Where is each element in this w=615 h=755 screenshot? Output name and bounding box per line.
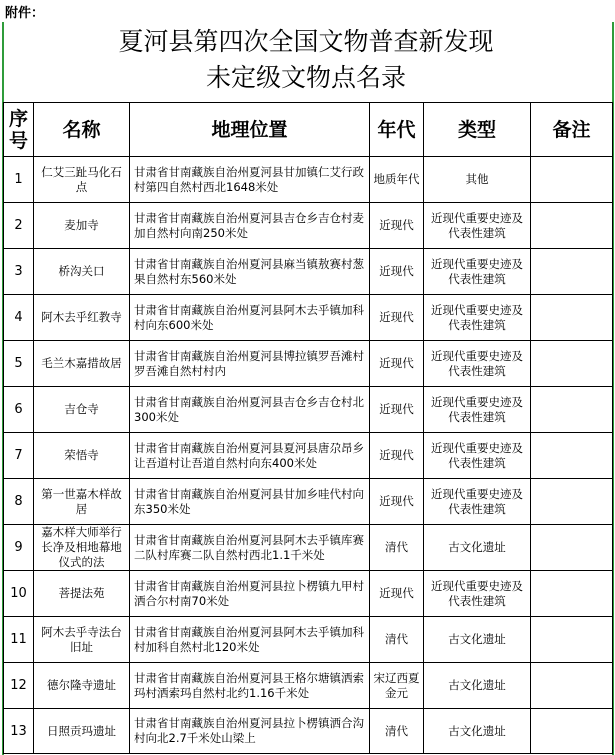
cell-era: 近现代: [370, 479, 424, 525]
cell-era: 近现代: [370, 433, 424, 479]
cell-no: 1: [4, 157, 34, 203]
cell-note: [531, 341, 613, 387]
cell-type: 近现代重要史迹及代表性建筑: [424, 203, 531, 249]
cell-type: 古文化遗址: [424, 617, 531, 663]
cell-no: 3: [4, 249, 34, 295]
cell-era: 宋辽西夏金元: [370, 663, 424, 709]
cell-note: [531, 203, 613, 249]
cell-note: [531, 479, 613, 525]
cell-name: 毛兰木嘉措故居: [34, 341, 130, 387]
table-row: [4, 249, 613, 295]
cell-note: [531, 157, 613, 203]
title-line-1: 夏河县第四次全国文物普查新发现: [118, 27, 494, 56]
cell-no: 4: [4, 295, 34, 341]
cell-note: [531, 249, 613, 295]
cell-name: 荣悟寺: [34, 433, 130, 479]
table-row: [4, 295, 613, 341]
cell-name: 日照贡玛遗址: [34, 709, 130, 754]
cell-no: 13: [4, 709, 34, 754]
cell-location: 甘肃省甘南藏族自治州夏河县拉卜楞镇洒合沟村向北2.7千米处山梁上: [130, 709, 370, 754]
cell-name: 德尔隆寺遗址: [34, 663, 130, 709]
cell-type: 其他: [424, 157, 531, 203]
cell-type: 近现代重要史迹及代表性建筑: [424, 387, 531, 433]
cell-note: [531, 295, 613, 341]
cell-no: 10: [4, 571, 34, 617]
table-row: [4, 387, 613, 433]
document-title: [2, 24, 610, 102]
table-header-row: [4, 103, 613, 157]
cell-location: 甘肃省甘南藏族自治州夏河县王格尔塘镇洒索玛村洒索玛自然村北约1.16千米处: [130, 663, 370, 709]
header-type: 类型: [424, 103, 531, 157]
heritage-list-table: [3, 102, 613, 754]
cell-type: 近现代重要史迹及代表性建筑: [424, 571, 531, 617]
header-note: 备注: [531, 103, 613, 157]
cell-location: 甘肃省甘南藏族自治州夏河县阿木去乎镇库赛二队村库赛二队自然村西北1.1千米处: [130, 525, 370, 571]
table-row: [4, 479, 613, 525]
title-line-2: 未定级文物点名录: [205, 63, 406, 92]
cell-location: 甘肃省甘南藏族自治州夏河县拉卜楞镇九甲村洒合尔村南70米处: [130, 571, 370, 617]
cell-name: 第一世嘉木样故居: [34, 479, 130, 525]
table-row: [4, 663, 613, 709]
cell-location: 甘肃省甘南藏族自治州夏河县吉仓乡吉仓村北300米处: [130, 387, 370, 433]
cell-note: [531, 709, 613, 754]
cell-location: 甘肃省甘南藏族自治州夏河县吉仓乡吉仓村麦加自然村向南250米处: [130, 203, 370, 249]
cell-name: 阿木去乎红教寺: [34, 295, 130, 341]
cell-era: 近现代: [370, 341, 424, 387]
cell-no: 5: [4, 341, 34, 387]
cell-type: 近现代重要史迹及代表性建筑: [424, 479, 531, 525]
cell-type: 古文化遗址: [424, 663, 531, 709]
cell-name: 吉仓寺: [34, 387, 130, 433]
cell-location: 甘肃省甘南藏族自治州夏河县阿木去乎镇加科村向东600米处: [130, 295, 370, 341]
cell-name: 菩提法苑: [34, 571, 130, 617]
cell-type: 近现代重要史迹及代表性建筑: [424, 295, 531, 341]
cell-type: 古文化遗址: [424, 525, 531, 571]
cell-note: [531, 571, 613, 617]
cell-location: 甘肃省甘南藏族自治州夏河县阿木去乎镇加科村加科自然村北120米处: [130, 617, 370, 663]
cell-name: 桥沟关口: [34, 249, 130, 295]
cell-note: [531, 617, 613, 663]
cell-era: 清代: [370, 709, 424, 754]
cell-location: 甘肃省甘南藏族自治州夏河县甘加镇仁艾行政村第四自然村西北1648米处: [130, 157, 370, 203]
table-row: [4, 433, 613, 479]
cell-era: 清代: [370, 617, 424, 663]
cell-note: [531, 663, 613, 709]
table-row: [4, 525, 613, 571]
cell-name: 嘉木样大师举行长净及相地幕地仪式的法: [34, 525, 130, 571]
header-location: 地理位置: [130, 103, 370, 157]
cell-no: 8: [4, 479, 34, 525]
cell-era: 近现代: [370, 571, 424, 617]
cell-location: 甘肃省甘南藏族自治州夏河县夏河县唐尕昂乡让吾道村让吾道自然村向东400米处: [130, 433, 370, 479]
cell-location: 甘肃省甘南藏族自治州夏河县博拉镇罗吾滩村罗吾滩自然村村内: [130, 341, 370, 387]
cell-era: 地质年代: [370, 157, 424, 203]
table-row: [4, 203, 613, 249]
cell-era: 近现代: [370, 387, 424, 433]
cell-name: 阿木去乎寺法台旧址: [34, 617, 130, 663]
table-row: [4, 571, 613, 617]
cell-type: 古文化遗址: [424, 709, 531, 754]
cell-no: 7: [4, 433, 34, 479]
cell-note: [531, 433, 613, 479]
attachment-label: 附件：: [5, 6, 45, 21]
cell-name: 仁艾三趾马化石点: [34, 157, 130, 203]
cell-no: 2: [4, 203, 34, 249]
cell-era: 近现代: [370, 203, 424, 249]
cell-no: 11: [4, 617, 34, 663]
cell-name: 麦加寺: [34, 203, 130, 249]
cell-era: 近现代: [370, 249, 424, 295]
cell-era: 近现代: [370, 295, 424, 341]
cell-location: 甘肃省甘南藏族自治州夏河县麻当镇敖赛村葱果自然村东560米处: [130, 249, 370, 295]
table-row: [4, 709, 613, 754]
cell-type: 近现代重要史迹及代表性建筑: [424, 433, 531, 479]
cell-type: 近现代重要史迹及代表性建筑: [424, 249, 531, 295]
cell-no: 6: [4, 387, 34, 433]
header-name: 名称: [34, 103, 130, 157]
table-row: [4, 157, 613, 203]
cell-type: 近现代重要史迹及代表性建筑: [424, 341, 531, 387]
cell-location: 甘肃省甘南藏族自治州夏河县甘加乡哇代村向东350米处: [130, 479, 370, 525]
cell-note: [531, 525, 613, 571]
cell-note: [531, 387, 613, 433]
header-era: 年代: [370, 103, 424, 157]
cell-era: 清代: [370, 525, 424, 571]
cell-no: 12: [4, 663, 34, 709]
header-no: 序号: [4, 103, 34, 157]
cell-no: 9: [4, 525, 34, 571]
table-row: [4, 341, 613, 387]
table-row: [4, 617, 613, 663]
